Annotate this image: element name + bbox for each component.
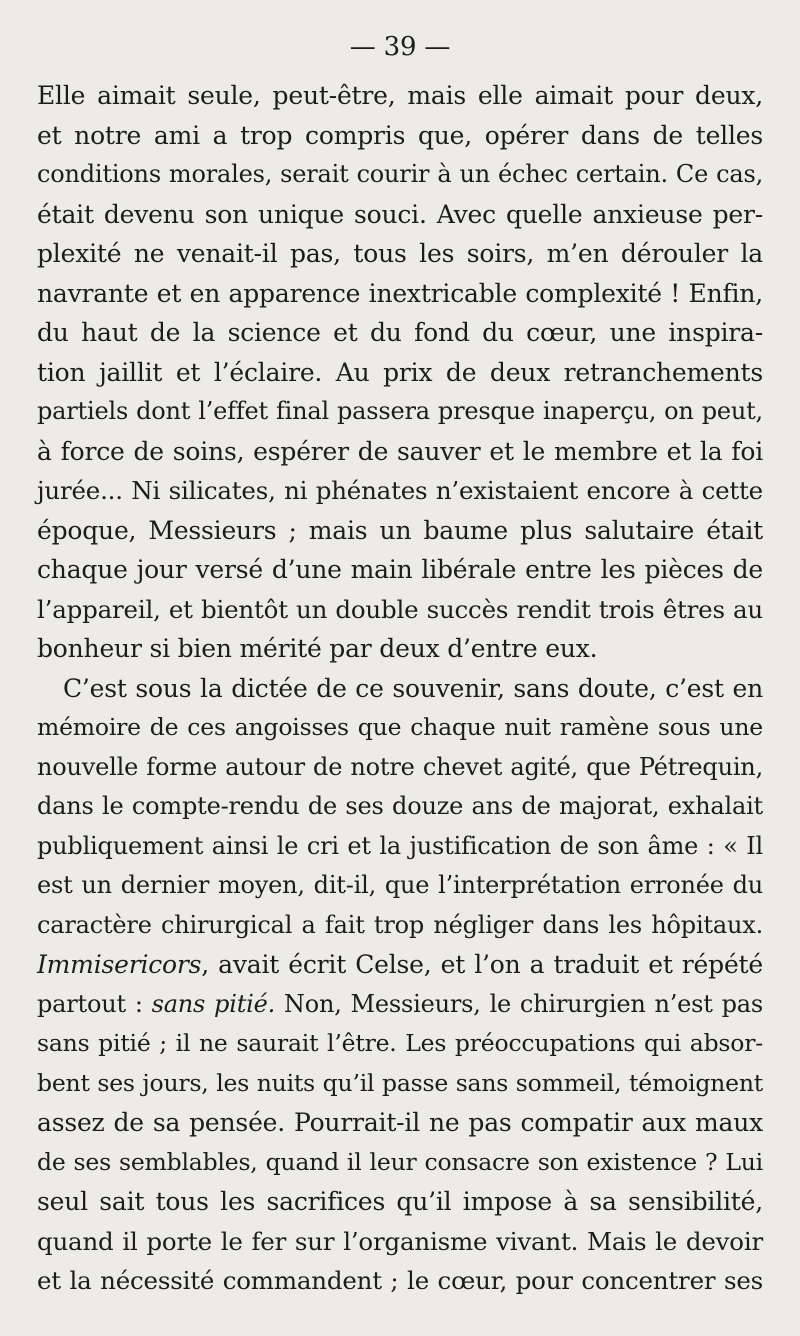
text-line: partiels dont l’effet final passera presque inaperçu, on peut, <box>37 397 763 425</box>
text-line: de ses semblables, quand il leur consacre son existence ? Lui <box>37 1147 763 1176</box>
text-line: sans pitié ; il ne saurait l’être. Les préoccupations qui absor- <box>37 1029 763 1057</box>
text-line: mémoire de ces angoisses que chaque nuit ramène sous une <box>37 713 763 741</box>
text-line: est un dernier moyen, dit-il, que l’interprétation erronée du <box>37 871 763 899</box>
text-line: C’est sous la dictée de ce souvenir, sans doute, c’est en <box>63 673 763 703</box>
text-line-with-italic <box>37 945 763 985</box>
paragraph-1 <box>37 76 763 669</box>
text-line: assez de sa pensée. Pourrait-il ne pas compatir aux maux <box>37 1108 763 1137</box>
line-segment: , avait écrit Celse, et l’on a traduit et répété <box>201 950 763 979</box>
text-line: chaque jour versé d’une main libérale entre les pièces de <box>37 555 763 584</box>
text-line: bent ses jours, les nuits qu’il passe sans sommeil, témoignent <box>37 1068 763 1097</box>
text-line: caractère chirurgical a fait trop négliger dans les hôpitaux. <box>37 910 763 939</box>
italic-word: Immisericors <box>37 950 202 979</box>
text-line: l’appareil, et bientôt un double succès rendit trois êtres au <box>37 594 763 624</box>
body-text <box>37 76 763 1301</box>
text-line: du haut de la science et du fond du cœur, une inspira- <box>37 318 763 347</box>
text-line: tion jaillit et l’éclaire. Au prix de deux retranchements <box>37 357 763 387</box>
text-line: navrante et en apparence inextricable complexité ! Enfin, <box>37 278 763 308</box>
paragraph-2 <box>37 669 763 1301</box>
text-line: plexité ne venait-il pas, tous les soirs, m’en dérouler la <box>37 239 763 268</box>
line-segment: partout : <box>37 989 152 1018</box>
text-line: et notre ami a trop compris que, opérer dans de telles <box>37 120 763 150</box>
text-line: bonheur si bien mérité par deux d’entre eux. <box>37 634 598 663</box>
text-line: publiquement ainsi le cri et la justification de son âme : « Il <box>37 831 763 860</box>
text-line: dans le compte-rendu de ses douze ans de majorat, exhalait <box>37 792 763 820</box>
text-line: Elle aimait seule, peut-être, mais elle aimait pour deux, <box>37 81 763 110</box>
text-line: quand il porte le fer sur l’organisme vivant. Mais le devoir <box>37 1226 763 1256</box>
text-line: conditions morales, serait courir à un échec certain. Ce cas, <box>37 160 763 188</box>
italic-phrase: sans pitié. <box>151 989 276 1018</box>
text-line: seul sait tous les sacrifices qu’il impose à sa sensibilité, <box>37 1187 763 1216</box>
text-line: nouvelle forme autour de notre chevet agité, que Pétrequin, <box>37 752 763 781</box>
text-line: et la nécessité commandent ; le cœur, pour concentrer ses <box>37 1266 763 1295</box>
text-line: à force de soins, espérer de sauver et le membre et la foi <box>37 436 763 466</box>
text-line: époque, Messieurs ; mais un baume plus salutaire était <box>37 515 763 545</box>
line-segment: Non, Messieurs, le chirurgien n’est pas <box>275 989 763 1018</box>
page-number: — 39 — <box>349 32 451 62</box>
text-line-with-italic <box>37 985 763 1025</box>
text-line: était devenu son unique souci. Avec quelle anxieuse per- <box>37 199 763 229</box>
text-line: jurée... Ni silicates, ni phénates n’existaient encore à cette <box>37 476 763 505</box>
